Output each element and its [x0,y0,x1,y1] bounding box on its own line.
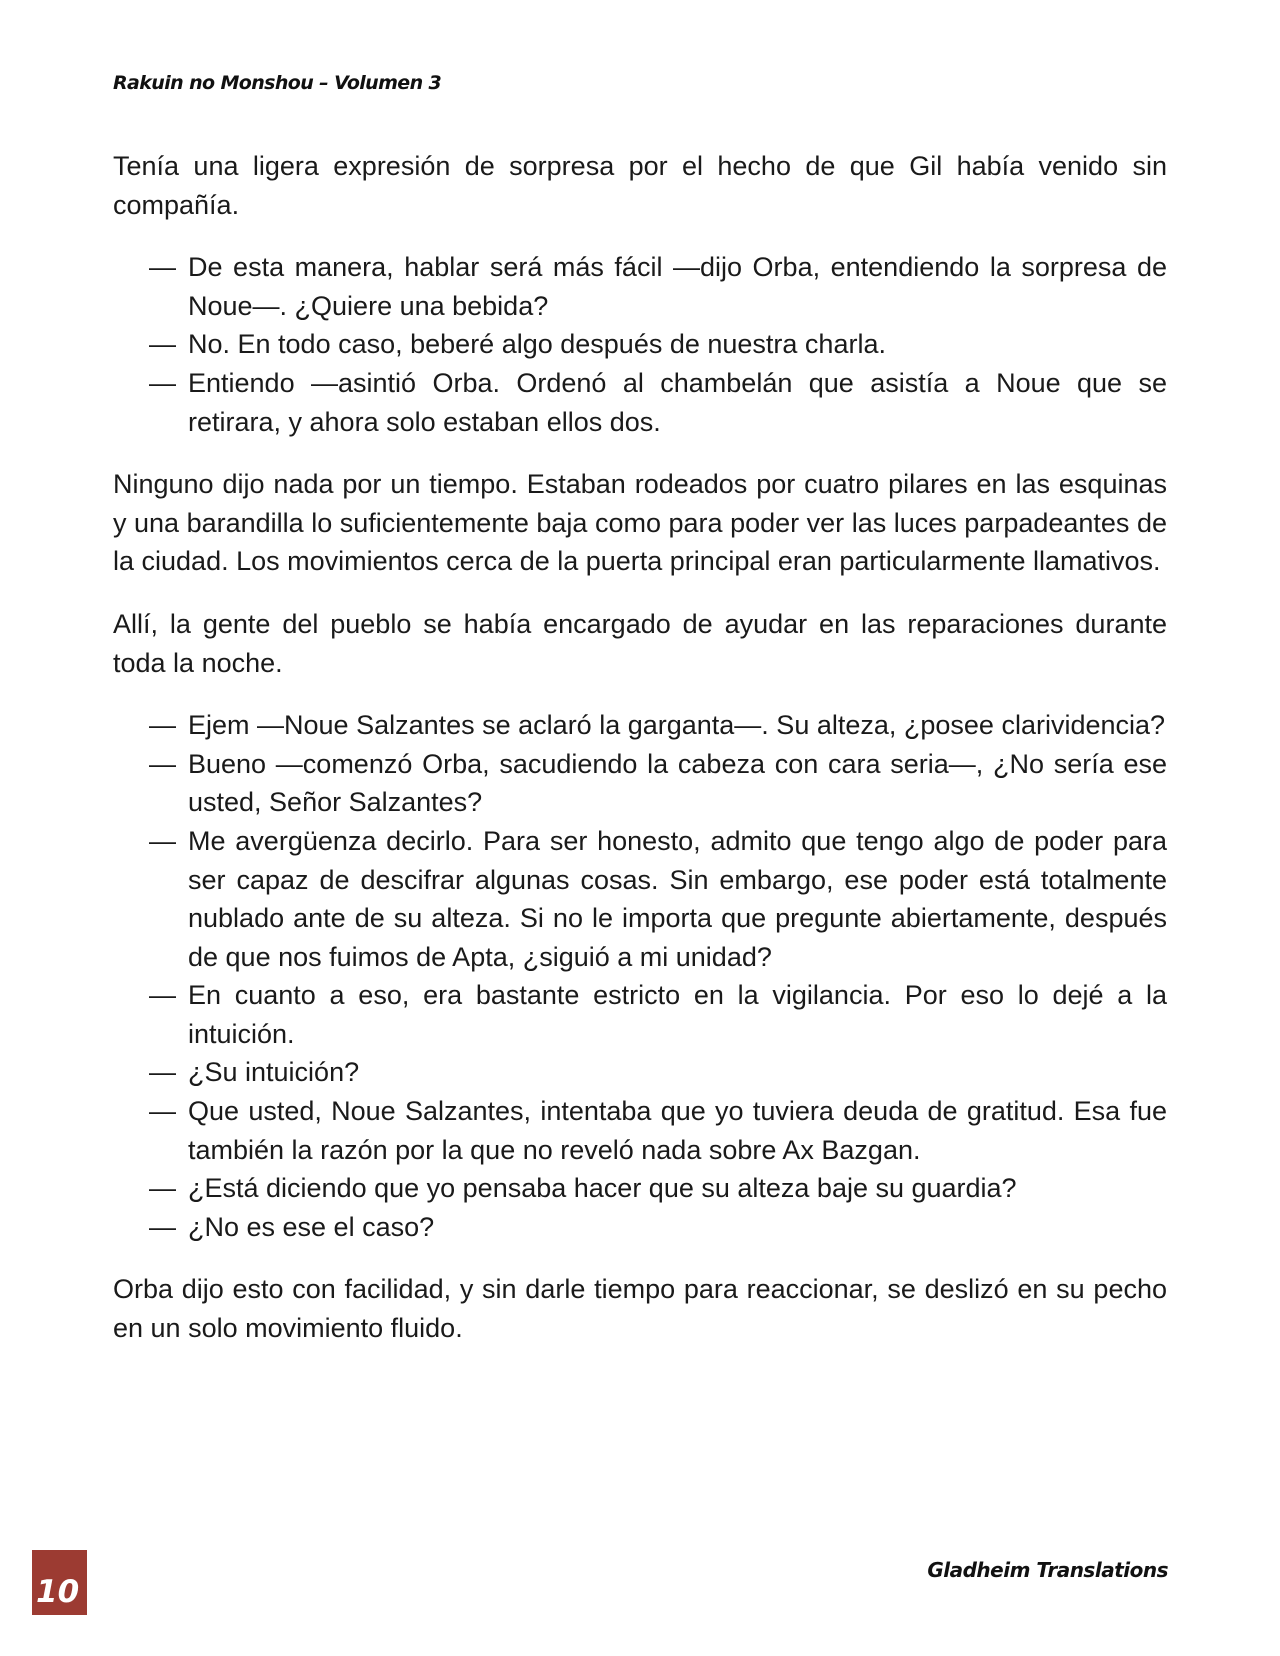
dialogue-text: Me avergüenza decirlo. Para ser honesto, admito que tengo algo de poder para ser capaz de descifrar algunas cosas. Sin embargo, ese poder está totalmente nublado ante de su alteza. Si no le importa que pregunte abiertamente, después de que nos fuimos de Apta, ¿siguió a mi unidad? [188,825,1167,972]
dialogue-line [113,1053,1167,1092]
dialogue-text: Bueno —comenzó Orba, sacudiendo la cabeza con cara seria—, ¿No sería ese usted, Señor Salzantes? [188,748,1167,818]
dialogue-text: De esta manera, hablar será más fácil —dijo Orba, entendiendo la sorpresa de Noue—. ¿Quiere una bebida? [188,252,1167,321]
em-dash: — [149,1057,176,1088]
paragraph: Orba dijo esto con facilidad, y sin darle tiempo para reaccionar, se deslizó en su pecho en un solo movimiento fluido. [113,1274,1167,1344]
dialogue-line [113,976,1167,1053]
em-dash: — [149,329,176,360]
dialogue-block [113,248,1167,441]
em-dash: — [149,748,176,779]
dialogue-line [113,745,1167,822]
dialogue-line [113,822,1167,976]
em-dash: — [149,825,176,856]
page-body [113,147,1167,1372]
em-dash: — [149,710,176,741]
dialogue-text: ¿Su intuición? [188,1057,360,1088]
em-dash: — [149,1211,176,1242]
page-number-underline [32,1612,87,1615]
dialogue-text: Ejem —Noue Salzantes se aclaró la garganta—. Su alteza, ¿posee clarividencia? [188,710,1166,741]
dialogue-block [113,706,1167,1246]
paragraph: Tenía una ligera expresión de sorpresa por el hecho de que Gil había venido sin compañía. [113,151,1167,220]
dialogue-line [113,325,1167,364]
dialogue-line [113,248,1167,325]
dialogue-line [113,364,1167,441]
running-header: Rakuin no Monshou – Volumen 3 [113,72,442,94]
footer-credit: Gladheim Translations [927,1558,1168,1582]
em-dash: — [149,252,176,283]
dialogue-text: Entiendo —asintió Orba. Ordenó al chambelán que asistía a Noue que se retirara, y ahora solo estaban ellos dos. [188,367,1167,437]
dialogue-line [113,1208,1167,1247]
paragraph: Allí, la gente del pueblo se había encargado de ayudar en las reparaciones durante toda la noche. [113,608,1167,678]
paragraph: Ninguno dijo nada por un tiempo. Estaban rodeados por cuatro pilares en las esquinas y una barandilla lo suficientemente baja como para poder ver las luces parpadeantes de la ciudad. Los movimientos cerca de la puerta principal eran particularmente llamativos. [113,469,1167,577]
em-dash: — [149,1096,176,1127]
dialogue-text: ¿Está diciendo que yo pensaba hacer que su alteza baje su guardia? [188,1173,1017,1204]
dialogue-line [113,1169,1167,1208]
dialogue-text: No. En todo caso, beberé algo después de nuestra charla. [188,329,886,360]
page-number: 10 [36,1574,80,1610]
em-dash: — [149,1173,176,1204]
em-dash: — [149,980,176,1011]
em-dash: — [149,367,176,398]
dialogue-text: Que usted, Noue Salzantes, intentaba que yo tuviera deuda de gratitud. Esa fue también la razón por la que no reveló nada sobre Ax Bazgan. [188,1096,1167,1165]
dialogue-text: ¿No es ese el caso? [188,1211,435,1242]
dialogue-text: En cuanto a eso, era bastante estricto en la vigilancia. Por eso lo dejé a la intuición. [188,980,1167,1049]
dialogue-line [113,1092,1167,1169]
dialogue-line [113,706,1167,745]
page-number-badge [32,1550,87,1612]
